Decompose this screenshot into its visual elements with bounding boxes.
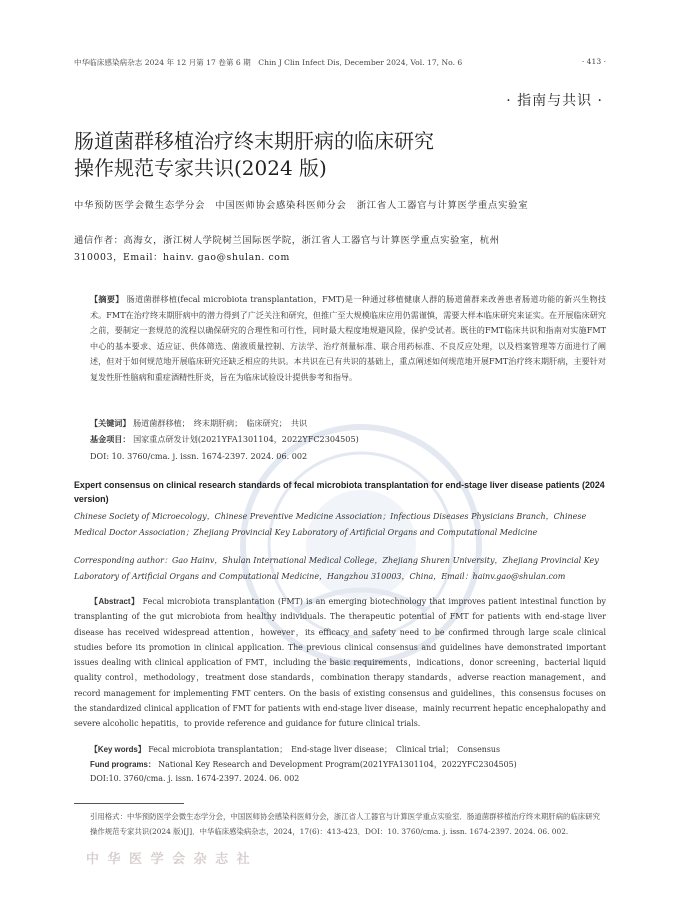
fund-text-cn: 国家重点研发计划(2021YFA1301104，2022YFC2304505) [133, 434, 359, 444]
fund-text-en: National Key Research and Development Program(2021YFA1301104，2022YFC2304505) [158, 760, 517, 769]
title-line-1: 肠道菌群移植治疗终末期肝病的临床研究 [74, 129, 434, 153]
abstract-text-en: Fecal microbiota transplantation (FMT) is an emerging biotechnology that improves patient intestinal function by transplanting of the gut microbiota from healthy individuals. The therapeutic potential of FMT for patients with end-stage liver disease has received widespread attention，however，its efficacy and safety need to be confirmed through large scale clinical studies before its promotion in clinical application. The previous clinical consensus and guidelines have demonstrated important issues dealing with clinical application of FMT，including the basic requirements，indications，donor screening，bacterial liquid quality control，methodology，treatment dose standards，combination therapy standards，adverse reaction management，and record management for implementing FMT centers. On the basis of existing consensus and guidelines，this consensus focuses on the standardized clinical application of FMT for patients with end-stage liver disease，mainly recurrent hepatic encephalopathy and severe alcoholic hepatitis，to provide reference and guidance for future clinical trials. [74, 597, 606, 729]
keywords-text-cn: 肠道菌群移植； 终末期肝病； 临床研究； 共识 [133, 418, 308, 428]
fund-label-en: Fund programs： [90, 760, 156, 769]
section-tag: · 指南与共识 · [506, 93, 603, 109]
english-corresponding: Corresponding author：Gao Hainv，Shulan International Medical College，Zhejiang Shuren University，Zhejiang Provincial Key Laboratory of Artificial Organs and Computational Medicine，Hangzhou 310003，China，Email：hainv.gao@shulan.com [74, 556, 599, 581]
title-line-2: 操作规范专家共识(2024 版) [74, 156, 327, 180]
doi-cn: DOI: 10. 3760/cma. j. issn. 1674-2397. 2024. 06. 002 [90, 451, 308, 461]
running-head-text: 中华临床感染病杂志 2024 年 12 月第 17 卷第 6 期 Chin J Clin Infect Dis, December 2024, Vol. 17, No. 6 [74, 58, 463, 67]
english-title: Expert consensus on clinical research standards of fecal microbiota transplantation for end-stage liver disease patients (2024 version) [74, 480, 605, 504]
keywords-text-en: Fecal microbiota transplantation； End-stage liver disease； Clinical trial； Consensus [148, 745, 501, 754]
chinese-abstract [90, 292, 606, 386]
author-groups: 中华预防医学会微生态学分会 中国医师协会感染科医师分会 浙江省人工器官与计算医学重点实验室 [74, 200, 529, 211]
english-affiliations: Chinese Society of Microecology，Chinese Preventive Medicine Association；Infectious Diseases Physicians Branch，Chinese Medical Doctor Association；Zhejiang Provincial Key Laboratory of Artificial Organs and Computational Medicine [74, 512, 587, 537]
running-head [74, 57, 606, 68]
keywords-cn [90, 418, 307, 429]
keywords-label-cn: 【关键词】 [90, 418, 131, 428]
article-title [74, 128, 594, 182]
fund-cn [90, 434, 359, 445]
abstract-label-en: 【Abstract】 [90, 597, 140, 606]
abstract-text-cn: 肠道菌群移植(fecal microbiota transplantation，FMT)是一种通过移植健康人群的肠道菌群来改善患者肠道功能的新兴生物技术。FMT在治疗终末期肝病中的潜力得到了广泛关注和研究，但推广至大规模临床应用仍需谨慎，需要大样本临床研究来证实。在开展临床研究之前，要制定一套规范的流程以确保研究的合理性和可行性，同时最大程度地规避风险，保护受试者。既往的FMT临床共识和指南对实施FMT中心的基本要求、适应证、供体筛选、菌液质量控制、方法学、治疗剂量标准、联合用药标准、不良反应处理，以及档案管理等方面进行了阐述，但对于如何规范地开展临床研究还缺乏相应的共识。本共识在已有共识的基础上，重点阐述如何规范地开展FMT治疗终末期肝病，主要针对复发性肝性脑病和重症酒精性肝炎，旨在为临床试验设计提供参考和指导。 [90, 294, 606, 382]
citation-format: 引用格式：中华预防医学会微生态学分会，中国医师协会感染科医师分会，浙江省人工器官与计算医学重点实验室．肠道菌群移植治疗终末期肝病的临床研究操作规范专家共识(2024 版)[J]．中华临床感染病杂志，2024，17(6)：413-423．DOI：10. 3760/cma. j. issn. 1674-2397. 2024. 06. 002. [90, 812, 600, 836]
journal-logo-watermark: 中 华 医 学 会 杂 志 社 [86, 852, 252, 867]
abstract-label-cn: 【摘要】 [90, 294, 124, 304]
corresponding-author: 通信作者：高海女，浙江树人学院树兰国际医学院，浙江省人工器官与计算医学重点实验室，杭州 310003，Email：hainv. gao@shulan. com [74, 235, 500, 263]
fund-label-cn: 基金项目： [90, 434, 131, 444]
footnote-rule [74, 803, 184, 804]
keywords-en [90, 744, 500, 755]
page-number: · 413 · [581, 57, 606, 66]
fund-en [90, 759, 517, 770]
doi-en: DOI:10. 3760/cma. j. issn. 1674-2397. 2024. 06. 002 [90, 774, 300, 783]
english-abstract [74, 594, 606, 732]
keywords-label-en: 【Key words】 [90, 745, 146, 754]
